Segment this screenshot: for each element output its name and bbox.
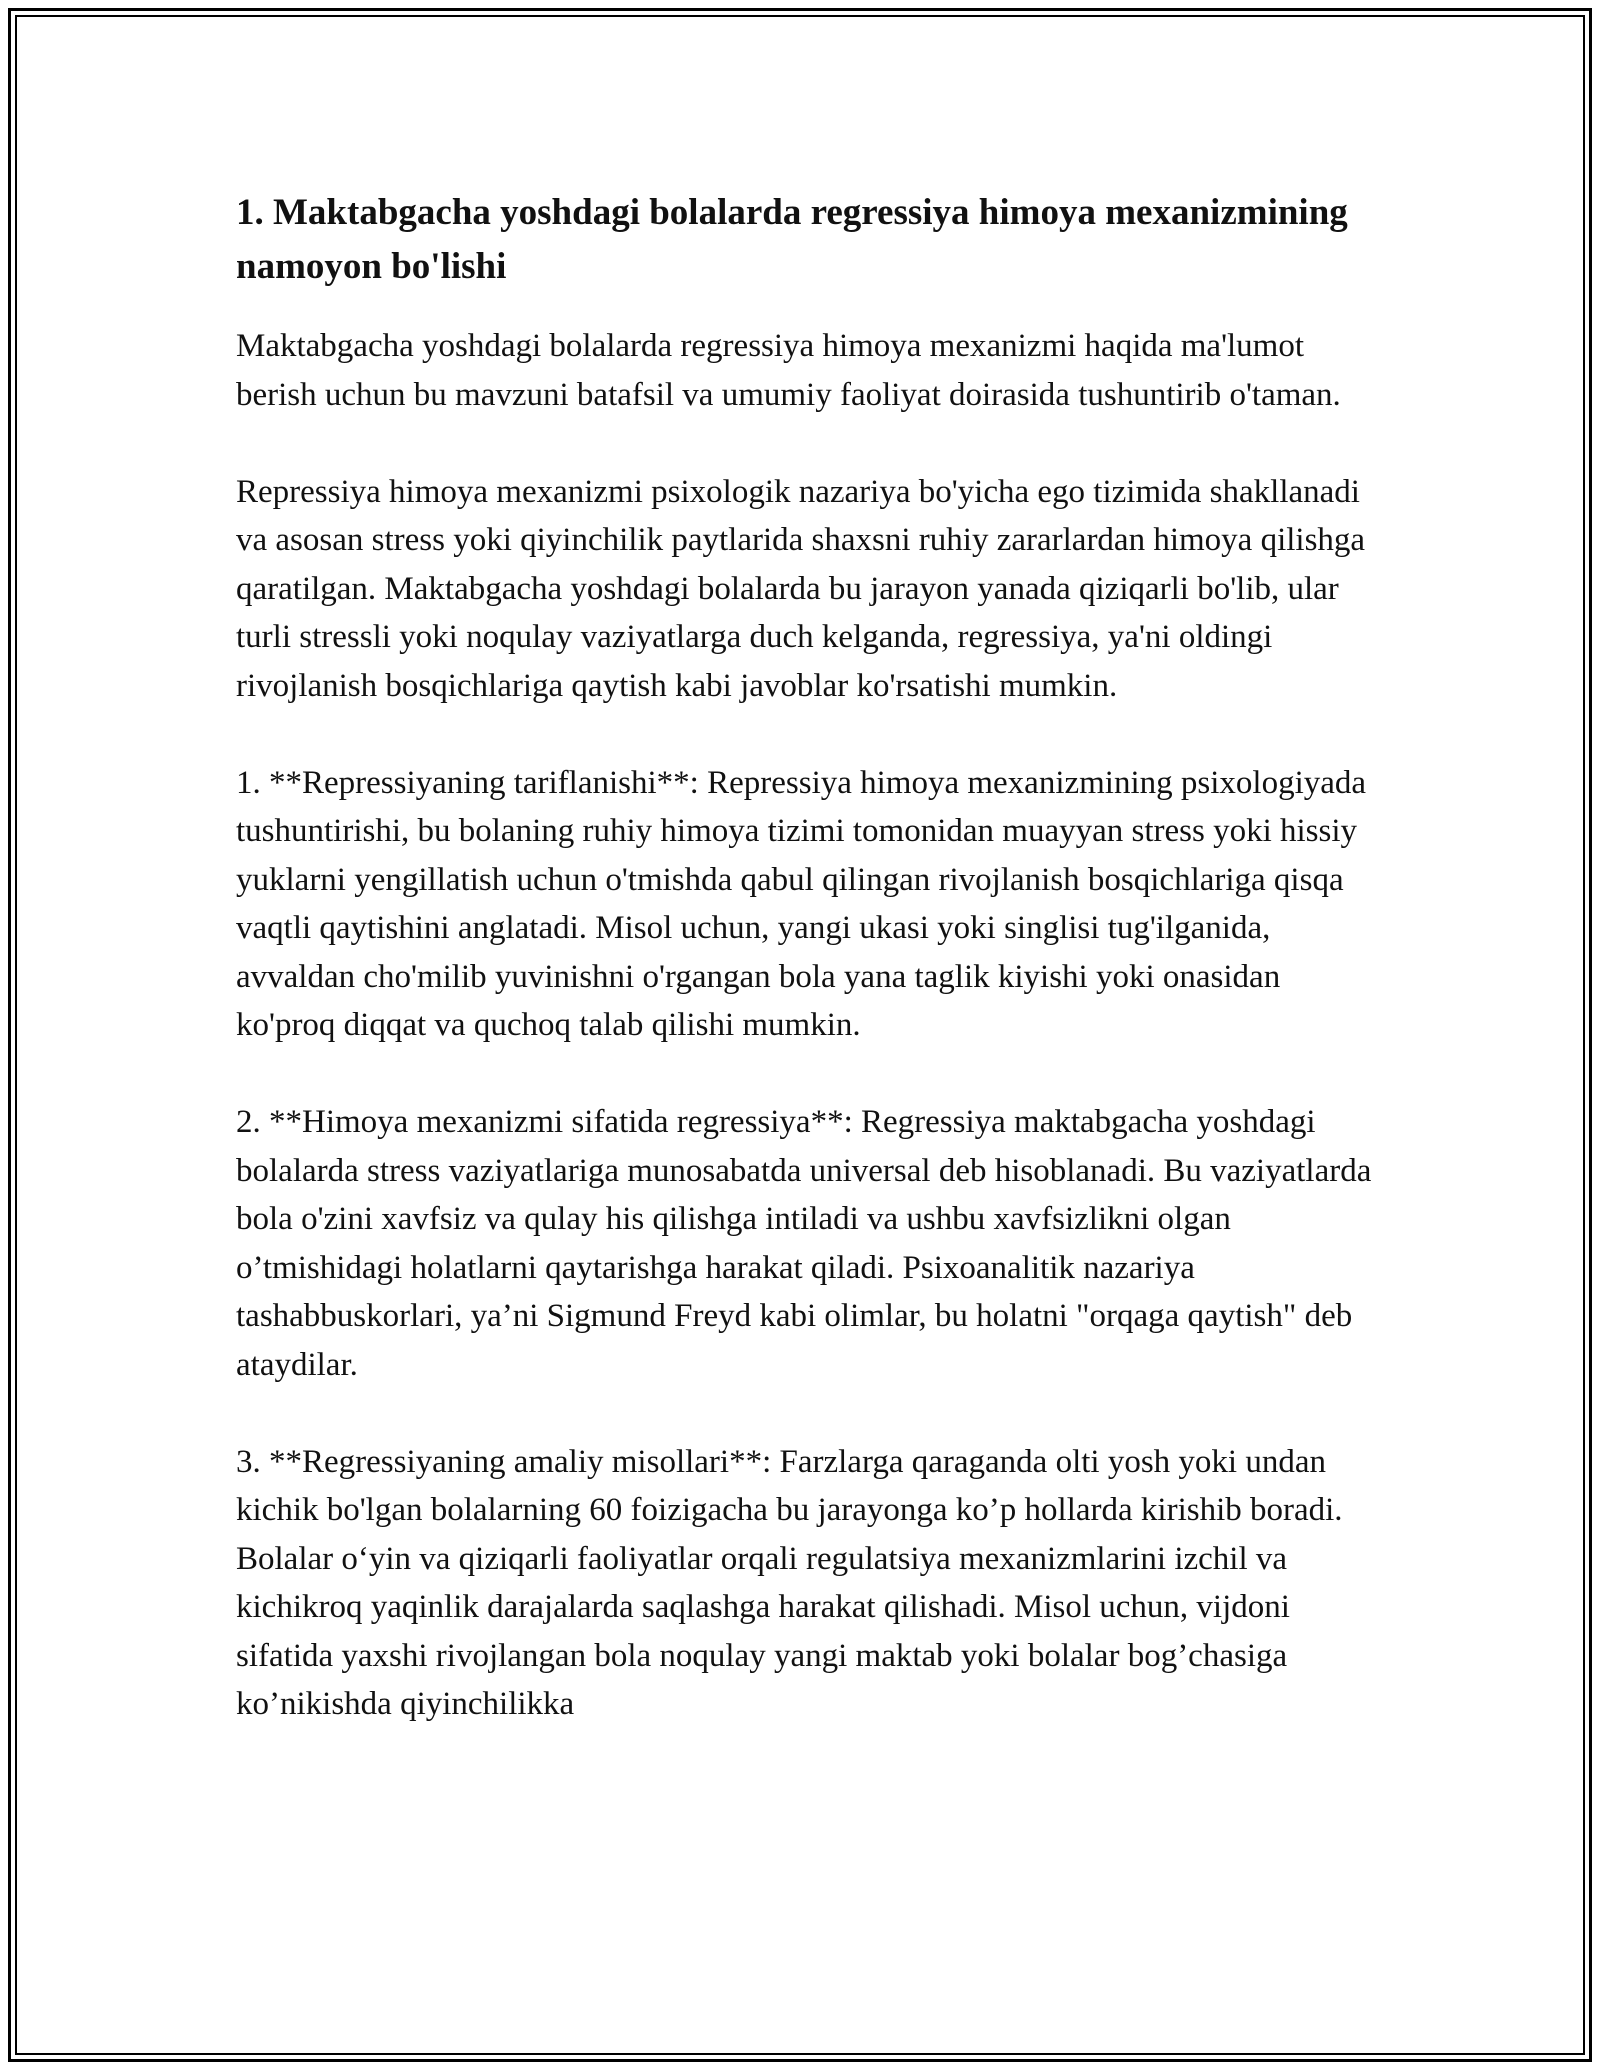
paragraph-point-1: 1. **Repressiyaning tariflanishi**: Repressiya himoya mexanizmining psixologiyada tushuntirishi, bu bolaning ruhiy himoya tizimi tomonidan muayyan stress yoki hissiy yuklarni yengillatish uchun o'tmishda qabul qilingan rivojlanish bosqichlariga qisqa vaqtli qaytishini anglatadi. Misol uchun, yangi ukasi yoki singlisi tug'ilganida, avvaldan cho'milib yuvinishni o'rgangan bola yana taglik kiyishi yoki onasidan ko'proq diqqat va quchoq talab qilishi mumkin.: [236, 764, 1375, 1043]
paragraph-point-2: 2. **Himoya mexanizmi sifatida regressiya**: Regressiya maktabgacha yoshdagi bolalarda stress vaziyatlariga munosabatda universal deb hisoblanadi. Bu vaziyatlarda bola o'zini xavfsiz va qulay his qilishga intiladi va ushbu xavfsizlikni olgan o’tmishidagi holatlarni qaytarishga harakat qiladi. Psixoanalitik nazariya tashabbuskorlari, ya’ni Sigmund Freyd kabi olimlar, bu holatni "orqaga qaytish" deb ataydilar.: [236, 1104, 1380, 1383]
paragraph-point-3: 3. **Regressiyaning amaliy misollari**: Farzlarga qaraganda olti yosh yoki undan kichik bo'lgan bolalarning 60 foizigacha bu jarayonga ko’p hollarda kirishib boradi. Bolalar o‘yin va qiziqarli faoliyatlar orqali regulatsiya mexanizmlarini izchil va kichikroq yaqinlik darajalarda saqlashga harakat qilishadi. Misol uchun, vijdoni sifatida yaxshi rivojlangan bola noqulay yangi maktab yoki bolalar bog’chasiga ko’nikishda qiyinchilikka: [236, 1443, 1360, 1722]
paragraph-repression-overview: Repressiya himoya mexanizmi psixologik nazariya bo'yicha ego tizimida shakllanadi va asosan stress yoki qiyinchilik paytlarida shaxsni ruhiy zararlardan himoya qilishga qaratilgan. Maktabgacha yoshdagi bolalarda bu jarayon yanada qiziqarli bo'lib, ular turli stressli yoki noqulay vaziyatlarga duch kelganda, regressiya, ya'ni oldingi rivojlanish bosqichlariga qaytish kabi javoblar ko'rsatishi mumkin.: [236, 473, 1374, 704]
paragraph-intro: Maktabgacha yoshdagi bolalarda regressiya himoya mexanizmi haqida ma'lumot berish uchun bu mavzuni batafsil va umumiy faoliyat doirasida tushuntirib o'taman.: [236, 328, 1341, 413]
document-body: [236, 186, 1380, 1777]
document-title: 1. Maktabgacha yoshdagi bolalarda regressiya himoya mexanizmining namoyon bo'lishi: [236, 192, 1348, 287]
